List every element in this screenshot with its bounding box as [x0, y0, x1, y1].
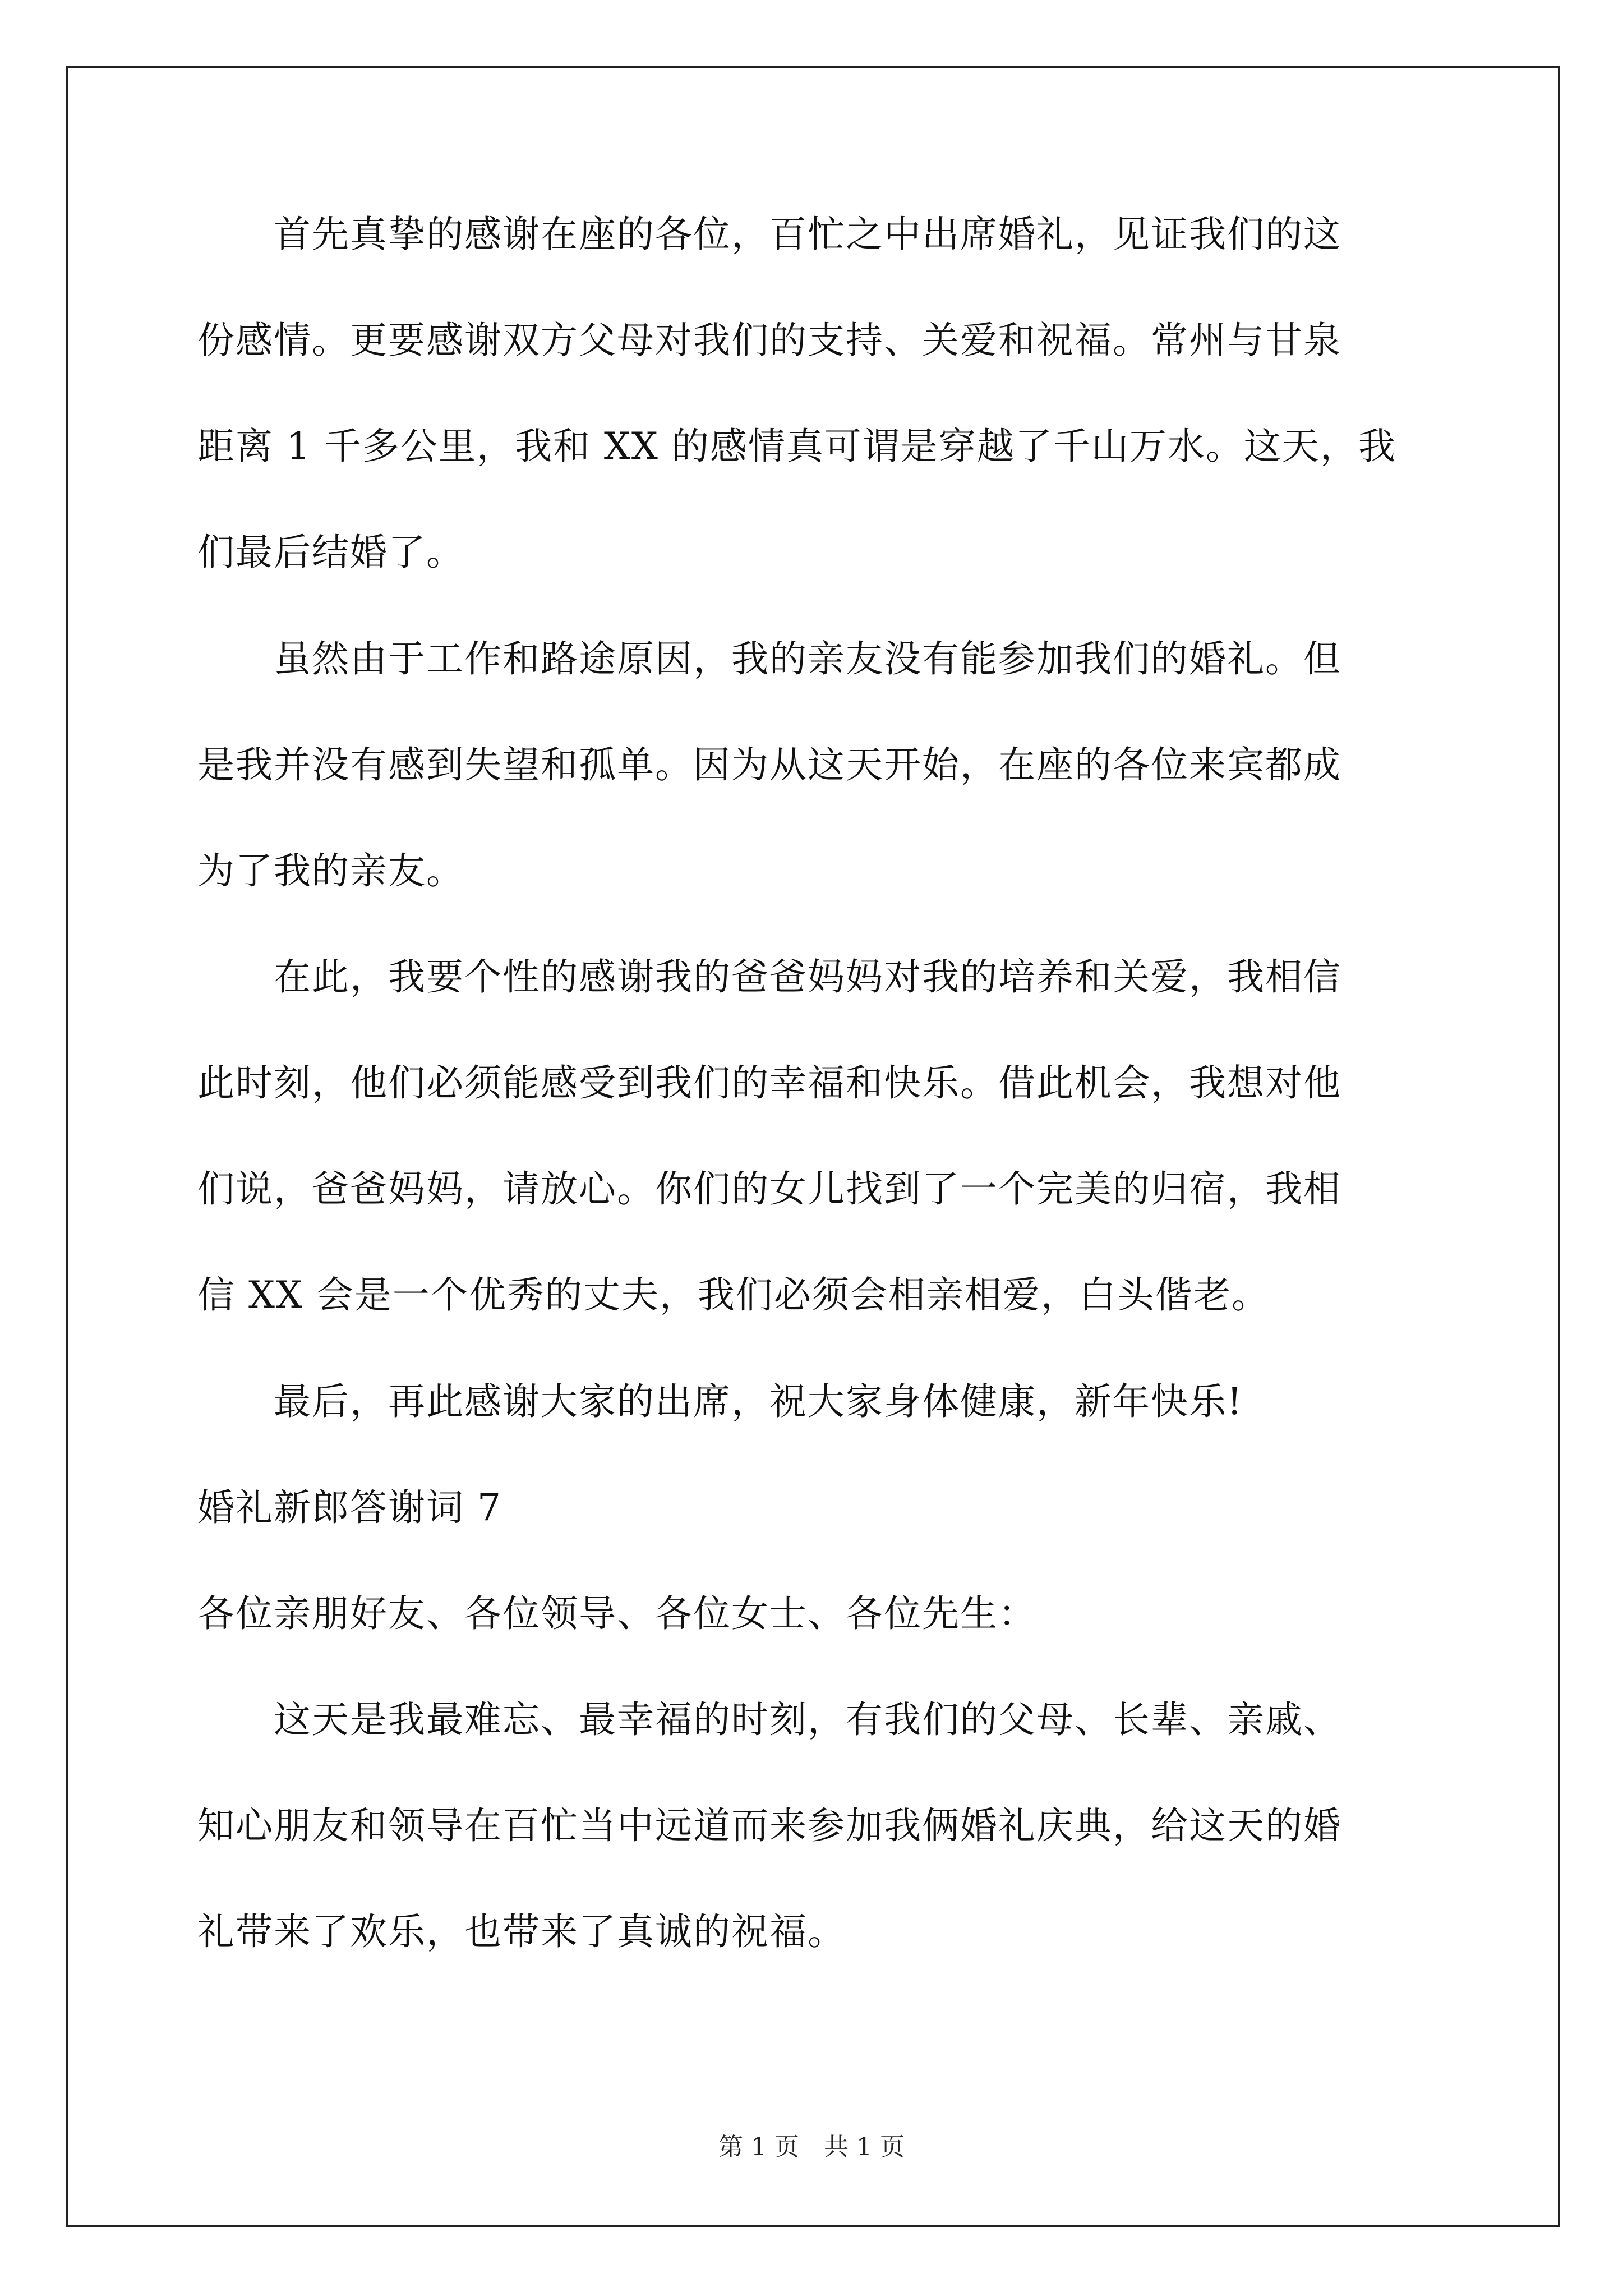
paragraph-line: 距离 1 千多公里，我和 XX 的感情真可谓是穿越了千山万水。这天，我 — [197, 425, 1396, 468]
paragraph-line: 此时刻，他们必须能感受到我们的幸福和快乐。借此机会，我想对他 — [197, 1061, 1341, 1105]
paragraph-line: 们最后结婚了。 — [197, 531, 464, 574]
paragraph-line: 最后，再此感谢大家的出席，祝大家身体健康，新年快乐! — [197, 1380, 1243, 1423]
paragraph-line: 礼带来了欢乐，也带来了真诚的祝福。 — [197, 1910, 846, 1953]
paragraph-line: 信 XX 会是一个优秀的丈夫，我们必须会相亲相爱，白头偕老。 — [197, 1273, 1270, 1317]
paragraph-line: 是我并没有感到失望和孤单。因为从这天开始，在座的各位来宾都成 — [197, 743, 1341, 786]
page-border — [66, 66, 1560, 2227]
paragraph-line: 在此，我要个性的感谢我的爸爸妈妈对我的培养和关爱，我相信 — [197, 955, 1341, 999]
paragraph-line: 这天是我最难忘、最幸福的时刻，有我们的父母、长辈、亲戚、 — [197, 1698, 1341, 1741]
page-number-footer: 第 1 页 共 1 页 — [718, 2133, 905, 2161]
paragraph-line: 们说，爸爸妈妈，请放心。你们的女儿找到了一个完美的归宿，我相 — [197, 1167, 1341, 1211]
section-heading: 婚礼新郎答谢词 7 — [197, 1486, 502, 1529]
paragraph-line: 首先真挚的感谢在座的各位，百忙之中出席婚礼，见证我们的这 — [197, 213, 1341, 256]
paragraph-line: 虽然由于工作和路途原因，我的亲友没有能参加我们的婚礼。但 — [197, 637, 1341, 680]
salutation-line: 各位亲朋好友、各位领导、各位女士、各位先生： — [197, 1592, 1036, 1635]
paragraph-line: 为了我的亲友。 — [197, 849, 464, 892]
paragraph-line: 知心朋友和领导在百忙当中远道而来参加我俩婚礼庆典，给这天的婚 — [197, 1804, 1341, 1847]
paragraph-line: 份感情。更要感谢双方父母对我们的支持、关爱和祝福。常州与甘泉 — [197, 319, 1341, 362]
